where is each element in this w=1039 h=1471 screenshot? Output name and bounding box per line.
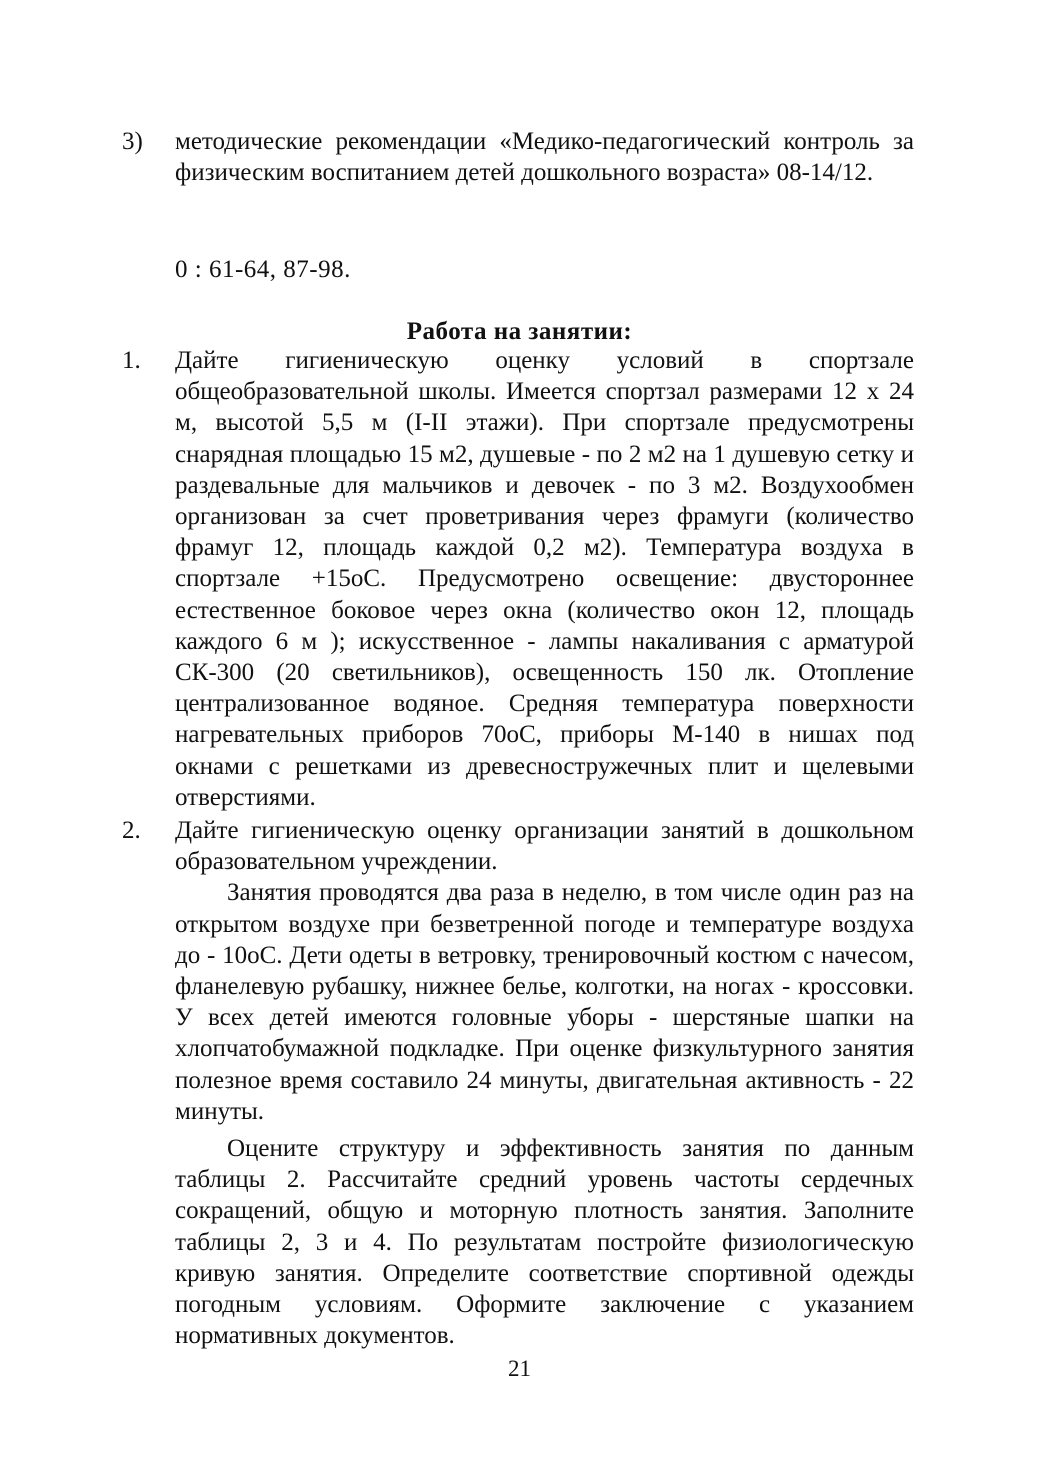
task-paragraph: Оцените структуру и эффективность занятия по данным таблицы 2. Рассчитайте средний уровень частоты сердечных сокращений, общую и моторную плотность занятия. Заполните таблицы 2, 3 и 4. По результатам постройте физиологическую кривую занятия. Определите соответствие спортивной одежды погодным условиям. Оформите заключение с указанием нормативных документов.	[175, 1135, 914, 1350]
task-number: 2.	[122, 817, 141, 844]
reference-line: 0 : 61-64, 87-98.	[175, 256, 351, 283]
task-number: 1.	[122, 347, 141, 374]
task-text: Дайте гигиеническую оценку условий в спортзале общеобразовательной школы. Имеется спортзал размерами 12 х 24 м, высотой 5,5 м (I-II этажи). При спортзале предусмотрены снарядная площадью 15 м2, душевые - по 2 м2 на 1 душевую сетку и раздевальные для мальчиков и девочек - по 3 м2. Воздухообмен организован за счет проветривания через фрамуги (количество фрамуг 12, площадь каждой 0,2 м2). Температура воздуха в спортзале +15оС. Предусмотрено освещение: двустороннее естественное боковое через окна (количество окон 12, площадь каждого 6 м ); искусственное - лампы накаливания с арматурой СК-300 (20 светильников), освещенность 150 лк. Отопление централизованное водяное. Средняя температура поверхности нагревательных приборов 70оС, приборы М-140 в нишах под окнами с решетками из древесностружечных плит и щелевыми отверстиями.	[175, 347, 914, 811]
task-1	[122, 345, 914, 813]
task-paragraph: Занятия проводятся два раза в неделю, в том числе один раз на открытом воздухе при безветренной погоде и температуре воздуха до - 10оС. Дети одеты в ветровку, тренировочный костюм с начесом, фланелевую рубашку, нижнее белье, колготки, на ногах - кроссовки. У всех детей имеются головные уборы - шерстяные шапки на хлопчатобумажной подкладке. При оценке физкультурного занятия полезное время составило 24 минуты, двигательная активность - 22 минуты.	[175, 879, 914, 1125]
list-item-3	[122, 126, 914, 188]
list-item-text: методические рекомендации «Медико-педагогический контроль за физическим воспитанием детей дошкольного возраста» 08-14/12.	[175, 128, 914, 187]
task-2	[122, 815, 914, 1351]
section-heading: Работа на занятии:	[406, 318, 633, 345]
list-number: 3)	[122, 128, 143, 155]
page-number: 21	[508, 1356, 531, 1381]
task-text: Дайте гигиеническую оценку организации занятий в дошкольном образовательном учреждении.	[175, 817, 914, 876]
